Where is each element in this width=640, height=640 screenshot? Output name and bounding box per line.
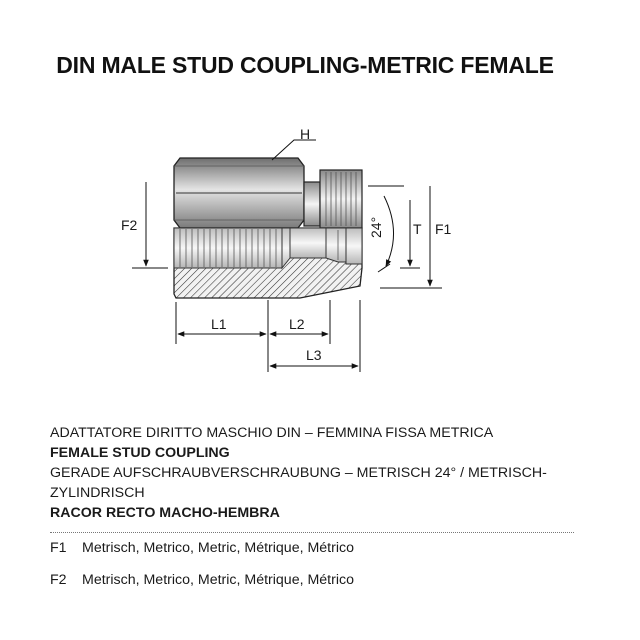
description-german: GERADE AUFSCHRAUBVERSCHRAUBUNG – METRISCH 24° / METRISCH-ZYLINDRISCH: [50, 465, 547, 501]
label-l1: L1: [211, 316, 227, 332]
label-f1: F1: [435, 221, 452, 237]
diagram-title: DIN MALE STUD COUPLING-METRIC FEMALE: [56, 52, 554, 78]
label-l3: L3: [306, 347, 322, 363]
spec-text: Metrisch, Metrico, Metric, Métrique, Métrico: [82, 540, 354, 556]
description-spanish: RACOR RECTO MACHO-HEMBRA: [50, 505, 280, 521]
spec-code: F1: [50, 540, 67, 556]
spec-code: F2: [50, 572, 67, 588]
dotted-separator: [50, 532, 574, 533]
label-h: H: [300, 126, 311, 142]
description-italian: ADATTATORE DIRITTO MASCHIO DIN – FEMMINA FISSA METRICA: [50, 425, 494, 441]
label-t: T: [413, 221, 422, 237]
coupling-section-view: [174, 228, 362, 298]
product-descriptions: [50, 423, 590, 523]
description-english: FEMALE STUD COUPLING: [50, 445, 230, 461]
label-l2: L2: [289, 316, 305, 332]
spec-text: Metrisch, Metrico, Metric, Métrique, Métrico: [82, 572, 354, 588]
spec-row-f1: [50, 540, 354, 556]
spec-row-f2: [50, 572, 354, 588]
hex-body-exterior: [174, 158, 362, 228]
label-f2: F2: [121, 217, 138, 233]
label-angle: 24°: [368, 216, 384, 238]
